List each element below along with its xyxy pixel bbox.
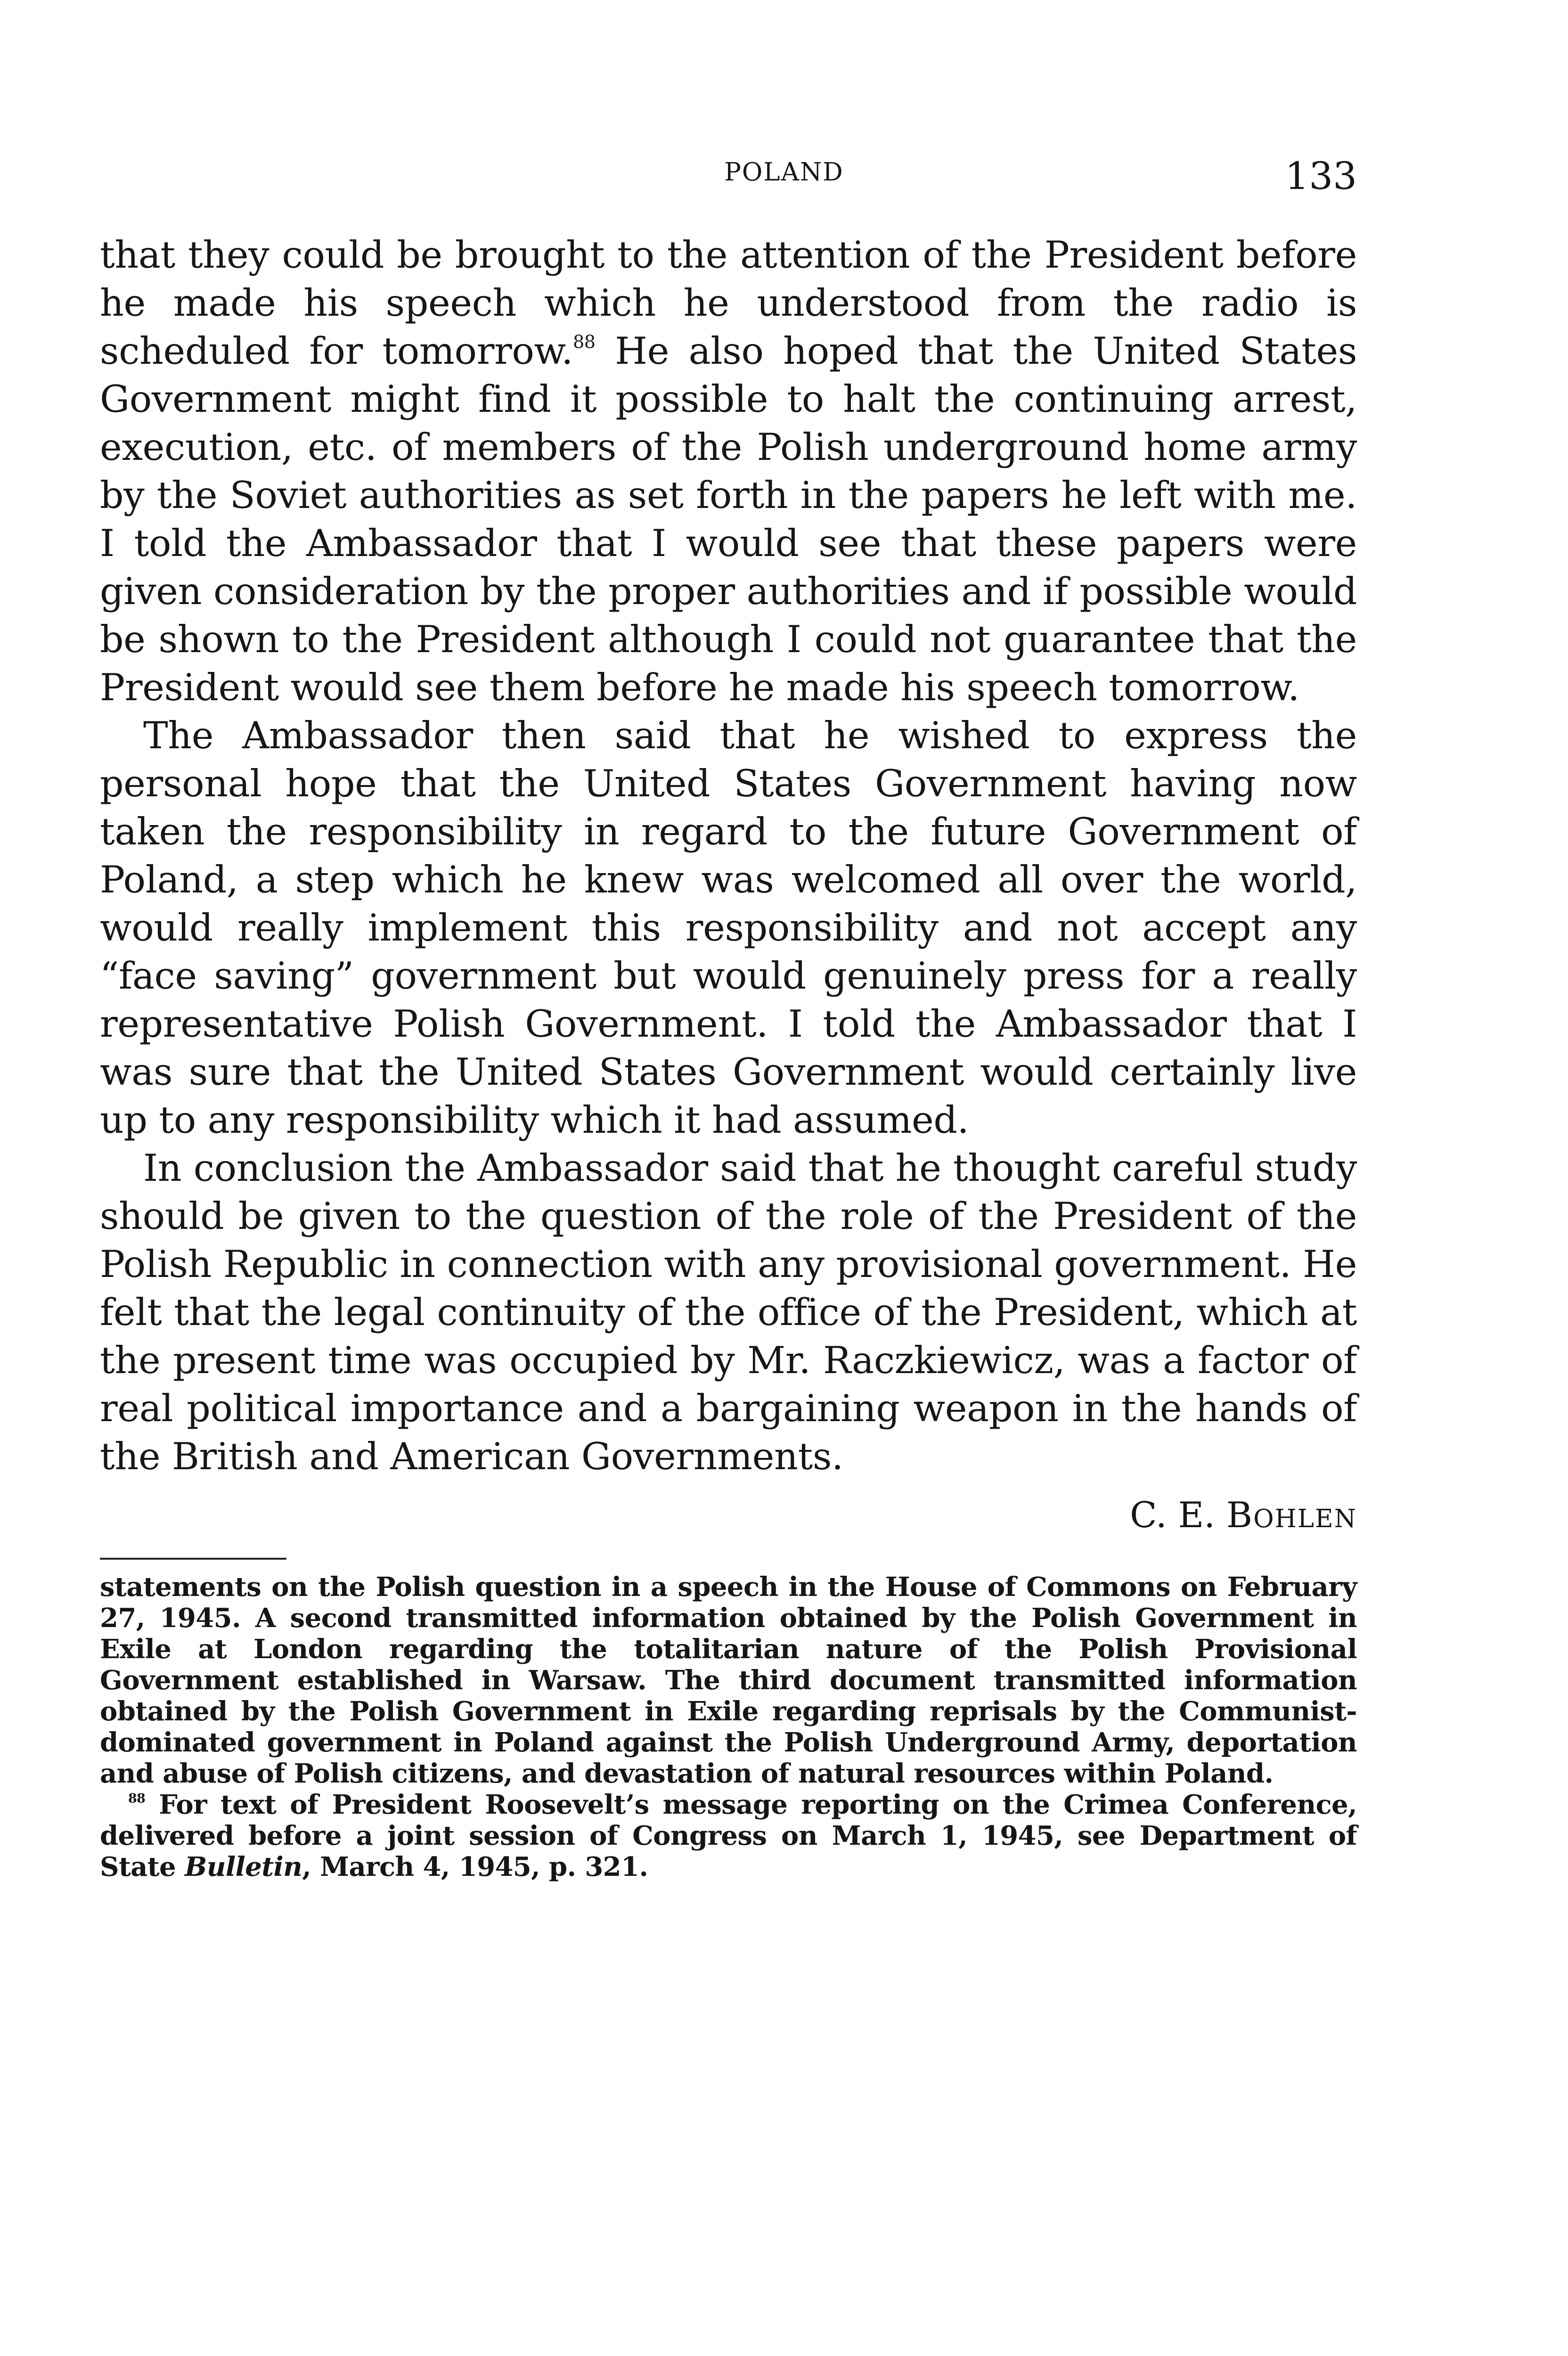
paragraph-1-text-start: that they could be brought to the attention of the President before he made his speech which he understood from the radio is scheduled for tomorrow. — [100, 233, 1357, 373]
footnote-88 — [100, 1789, 1357, 1882]
footnote-88-number: 88 — [128, 1791, 146, 1806]
footnote-divider — [100, 1558, 286, 1560]
signature — [100, 1491, 1357, 1538]
footnote-reference-88: 88 — [573, 331, 596, 352]
signature-initials: C. E. — [1130, 1494, 1226, 1536]
footnotes — [100, 1571, 1357, 1882]
running-head — [0, 154, 1568, 200]
paragraph-1 — [100, 231, 1357, 712]
page-number: 133 — [1285, 154, 1357, 198]
paragraph-1-text-end: He also hoped that the United States Government might find it possible to halt the continuing arrest, execution, etc. of members of the Polish underground home army by the Soviet authorities as set forth in the papers he left with me. I told the Ambassador that I would see that these papers were given consideration by the proper authorities and if possible would be shown to the President although I could not guarantee that the President would see them before he made his speech tomorrow. — [100, 329, 1357, 709]
running-title: POLAND — [724, 158, 844, 187]
footnote-continuation: statements on the Polish question in a speech in the House of Commons on February 27, 1945. A second transmitted information obtained by the Polish Government in Exile at London regarding the totalitarian nature of the Polish Provisional Government established in Warsaw. The third document transmitted information obtained by the Polish Government in Exile regarding reprisals by the Communist-dominated government in Poland against the Polish Underground Army, deportation and abuse of Polish citizens, and devastation of natural resources within Poland. — [100, 1571, 1357, 1789]
signature-surname: Bohlen — [1226, 1494, 1357, 1536]
paragraph-2: The Ambassador then said that he wished to express the personal hope that the United States Government having now taken the responsibility in regard to the future Government of Poland, a step which he knew was welcomed all over the world, would really implement this responsibility and not accept any “face saving” government but would genuinely press for a really representative Polish Government. I told the Ambassador that I was sure that the United States Government would certainly live up to any responsibility which it had assumed. — [100, 714, 1357, 1142]
footnote-88-text-end: , March 4, 1945, p. 321. — [302, 1851, 648, 1882]
footnote-88-text-start: For text of President Roosevelt’s message reporting on the Crimea Conference, delivered before a joint session of Congress on March 1, 1945, see Department of State — [100, 1789, 1357, 1882]
paragraph-3: In conclusion the Ambassador said that he thought careful study should be given to the question of the role of the President of the Polish Republic in connection with any provisional government. He felt that the legal continuity of the office of the President, which at the present time was occupied by Mr. Raczkiewicz, was a factor of real political importance and a bargaining weapon in the hands of the British and American Governments. — [100, 1146, 1357, 1478]
body-text — [100, 231, 1357, 1481]
footnote-88-publication-title: Bulletin — [185, 1851, 302, 1882]
